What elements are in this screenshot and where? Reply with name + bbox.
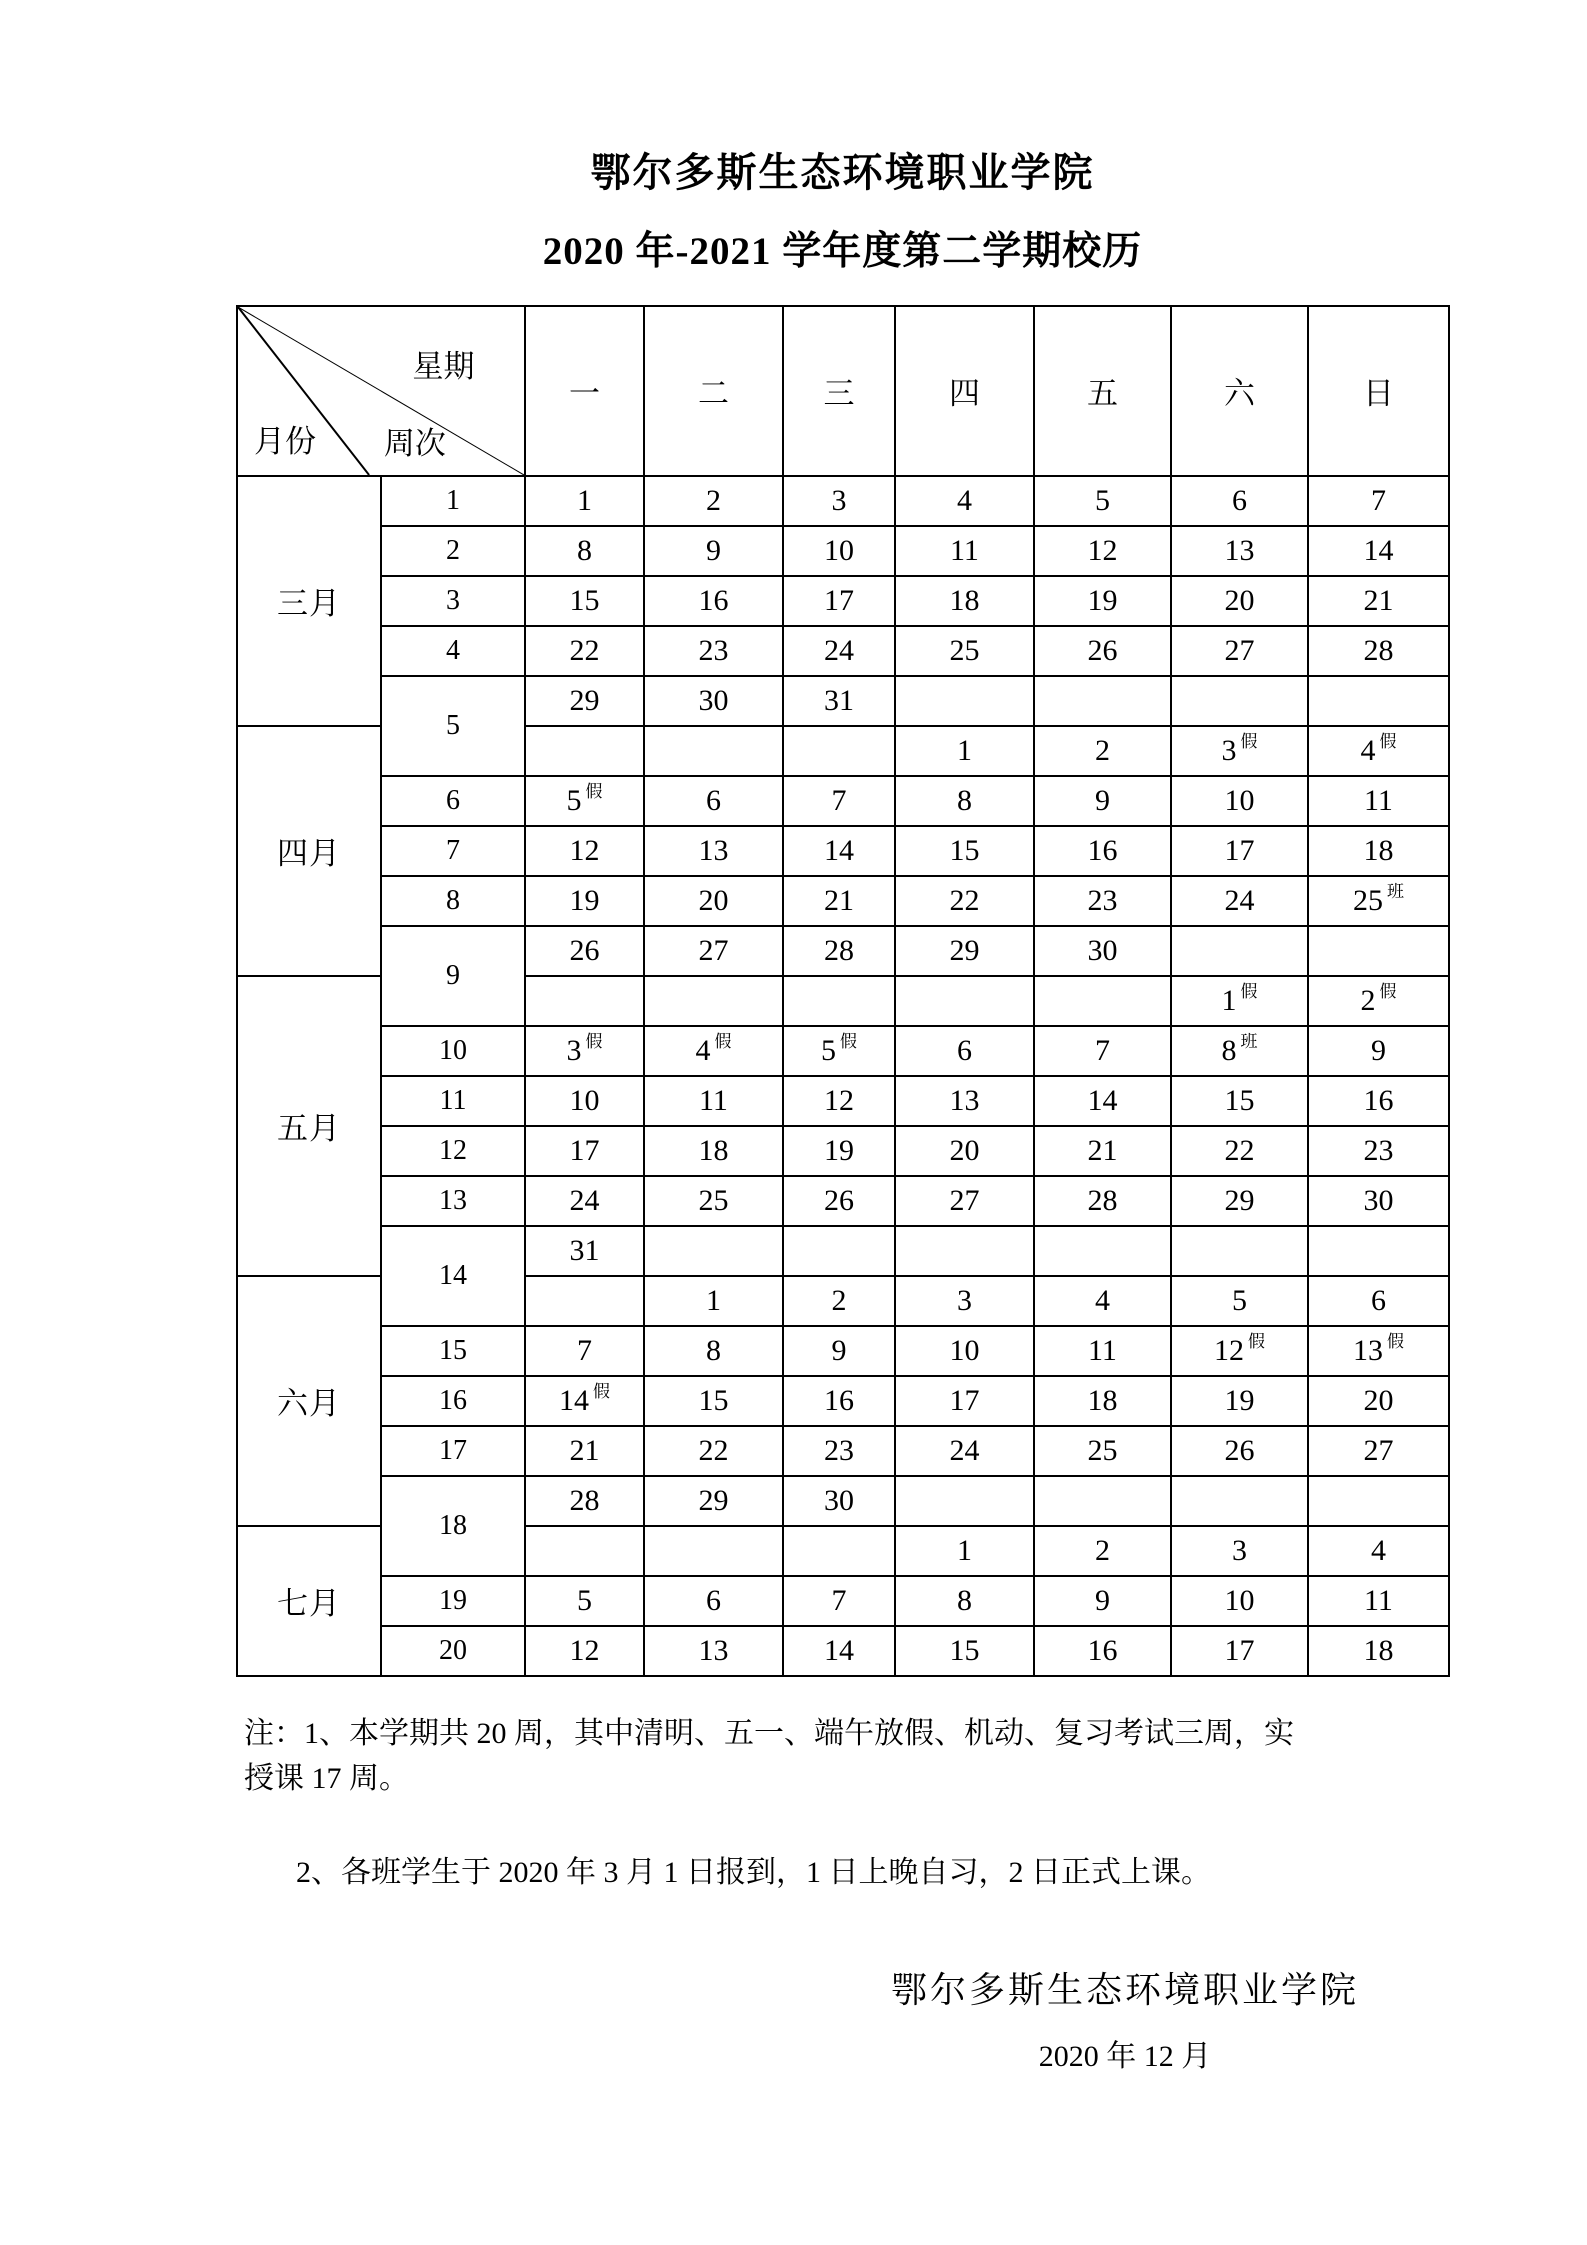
- day-number: 25: [1353, 883, 1383, 917]
- calendar-row: [237, 576, 1449, 626]
- day-cell: 10: [525, 1076, 644, 1126]
- page-title: 鄂尔多斯生态环境职业学院: [590, 150, 1095, 195]
- day-cell: 14: [783, 826, 895, 876]
- day-cell: [895, 976, 1034, 1026]
- day-cell: 23: [1034, 876, 1171, 926]
- day-marker: 假: [585, 1031, 603, 1051]
- day-marker: 假: [714, 1031, 732, 1051]
- weekday-header-2: 二: [644, 306, 783, 476]
- day-cell: 29: [644, 1476, 783, 1526]
- day-cell: 5: [1171, 1276, 1308, 1326]
- day-cell: [525, 1026, 644, 1076]
- day-marker: 假: [1379, 731, 1397, 751]
- day-cell: 17: [525, 1126, 644, 1176]
- weekday-header-6: 六: [1171, 306, 1308, 476]
- week-number-cell: 16: [381, 1376, 525, 1426]
- day-cell: 31: [525, 1226, 644, 1276]
- day-cell: [1034, 1226, 1171, 1276]
- day-cell: [1171, 1226, 1308, 1276]
- day-cell: [525, 1376, 644, 1426]
- calendar-row: [237, 1326, 1449, 1376]
- day-cell: 1: [895, 1526, 1034, 1576]
- day-cell: 21: [1034, 1126, 1171, 1176]
- day-cell: 21: [783, 876, 895, 926]
- day-cell: 10: [1171, 1576, 1308, 1626]
- day-cell: [1308, 1476, 1449, 1526]
- day-cell: [1308, 726, 1449, 776]
- day-cell: 16: [1034, 1626, 1171, 1676]
- day-cell: 7: [1034, 1026, 1171, 1076]
- calendar-row: [237, 776, 1449, 826]
- day-cell: 19: [1171, 1376, 1308, 1426]
- day-cell: 11: [1034, 1326, 1171, 1376]
- day-cell: [1308, 926, 1449, 976]
- day-cell: [525, 776, 644, 826]
- day-cell: [1171, 1326, 1308, 1376]
- day-cell: 28: [783, 926, 895, 976]
- day-cell: 7: [783, 776, 895, 826]
- note-line-2: 授课 17 周。: [244, 1762, 409, 1796]
- day-marker: 假: [1248, 1331, 1265, 1351]
- day-cell: [525, 1526, 644, 1576]
- corner-label-month: 月份: [254, 423, 316, 459]
- day-cell: 14: [1034, 1076, 1171, 1126]
- week-number-cell: 4: [381, 626, 525, 676]
- week-number-cell: 3: [381, 576, 525, 626]
- day-cell: 17: [1171, 826, 1308, 876]
- month-cell: 五月: [237, 976, 381, 1276]
- month-cell: 六月: [237, 1276, 381, 1526]
- week-number-cell: 9: [381, 926, 525, 1026]
- day-cell: [783, 1026, 895, 1076]
- day-cell: 18: [1308, 826, 1449, 876]
- day-cell: [1308, 1226, 1449, 1276]
- day-cell: 28: [525, 1476, 644, 1526]
- day-cell: 28: [1034, 1176, 1171, 1226]
- day-cell: 10: [1171, 776, 1308, 826]
- day-marker: 假: [1379, 981, 1397, 1001]
- day-cell: 5: [525, 1576, 644, 1626]
- day-cell: 14: [783, 1626, 895, 1676]
- day-cell: 12: [1034, 526, 1171, 576]
- calendar-table: [236, 305, 1450, 1677]
- week-number-cell: 12: [381, 1126, 525, 1176]
- day-cell: 9: [1034, 776, 1171, 826]
- day-cell: 6: [1308, 1276, 1449, 1326]
- day-cell: [1308, 876, 1449, 926]
- day-cell: 27: [644, 926, 783, 976]
- day-cell: 8: [895, 776, 1034, 826]
- week-number-cell: 10: [381, 1026, 525, 1076]
- week-number-cell: 11: [381, 1076, 525, 1126]
- day-cell: 7: [525, 1326, 644, 1376]
- day-cell: 19: [1034, 576, 1171, 626]
- day-cell: 12: [783, 1076, 895, 1126]
- corner-label-weekday: 星期: [412, 348, 475, 384]
- day-cell: [644, 1226, 783, 1276]
- signature-org: 鄂尔多斯生态环境职业学院: [890, 1969, 1359, 2010]
- day-cell: 29: [1171, 1176, 1308, 1226]
- day-cell: 25: [1034, 1426, 1171, 1476]
- week-number-cell: 8: [381, 876, 525, 926]
- calendar-row: [237, 526, 1449, 576]
- day-cell: 6: [644, 776, 783, 826]
- day-cell: 7: [1308, 476, 1449, 526]
- day-cell: 24: [1171, 876, 1308, 926]
- day-cell: 10: [783, 526, 895, 576]
- day-cell: 15: [644, 1376, 783, 1426]
- day-marker: 假: [1240, 731, 1258, 751]
- day-cell: 16: [1308, 1076, 1449, 1126]
- day-cell: [895, 1476, 1034, 1526]
- day-cell: 9: [783, 1326, 895, 1376]
- week-number-cell: 20: [381, 1626, 525, 1676]
- calendar-body: [237, 476, 1449, 1676]
- week-number-cell: 7: [381, 826, 525, 876]
- day-cell: 17: [1171, 1626, 1308, 1676]
- day-cell: 8: [644, 1326, 783, 1376]
- day-cell: [1308, 676, 1449, 726]
- day-marker: 班: [1387, 881, 1404, 901]
- calendar-row: [237, 1226, 1449, 1276]
- day-cell: [644, 976, 783, 1026]
- day-cell: 26: [1034, 626, 1171, 676]
- calendar-row: [237, 826, 1449, 876]
- day-cell: 28: [1308, 626, 1449, 676]
- day-cell: 6: [644, 1576, 783, 1626]
- day-cell: 4: [895, 476, 1034, 526]
- signature-block: [760, 1962, 1490, 2075]
- notes-section: [236, 1711, 1449, 1896]
- day-cell: [783, 1226, 895, 1276]
- calendar-row: [237, 1576, 1449, 1626]
- day-number: 1: [1221, 983, 1237, 1017]
- day-cell: 30: [1034, 926, 1171, 976]
- note-line-1: 注：1、本学期共 20 周，其中清明、五一、端午放假、机动、复习考试三周，实: [244, 1716, 1294, 1750]
- day-cell: 2: [1034, 726, 1171, 776]
- day-cell: 15: [525, 576, 644, 626]
- day-number: 14: [559, 1383, 589, 1417]
- day-cell: 15: [1171, 1076, 1308, 1126]
- week-number-cell: 5: [381, 676, 525, 776]
- day-cell: 8: [525, 526, 644, 576]
- day-cell: 5: [1034, 476, 1171, 526]
- day-cell: [1171, 1476, 1308, 1526]
- day-cell: 26: [525, 926, 644, 976]
- day-cell: [525, 976, 644, 1026]
- day-number: 8: [1221, 1033, 1237, 1067]
- document-page: [236, 0, 1449, 1896]
- week-number-cell: 6: [381, 776, 525, 826]
- day-cell: 1: [644, 1276, 783, 1326]
- day-cell: 4: [1034, 1276, 1171, 1326]
- day-cell: [525, 1276, 644, 1326]
- day-number: 2: [1360, 983, 1376, 1017]
- day-cell: [644, 1526, 783, 1576]
- day-cell: [783, 1526, 895, 1576]
- day-cell: 20: [895, 1126, 1034, 1176]
- day-cell: [783, 976, 895, 1026]
- day-marker: 班: [1240, 1031, 1258, 1051]
- calendar-row: [237, 876, 1449, 926]
- day-cell: 9: [644, 526, 783, 576]
- day-cell: 20: [1171, 576, 1308, 626]
- day-cell: [1171, 976, 1308, 1026]
- day-cell: [1308, 976, 1449, 1026]
- day-cell: 20: [644, 876, 783, 926]
- calendar-row: [237, 1126, 1449, 1176]
- calendar-row: [237, 926, 1449, 976]
- week-number-cell: 15: [381, 1326, 525, 1376]
- day-cell: 16: [783, 1376, 895, 1426]
- calendar-row: [237, 676, 1449, 726]
- day-cell: 11: [1308, 1576, 1449, 1626]
- week-number-cell: 14: [381, 1226, 525, 1326]
- month-cell: 四月: [237, 726, 381, 976]
- day-cell: 22: [895, 876, 1034, 926]
- day-cell: [644, 726, 783, 776]
- day-cell: 15: [895, 1626, 1034, 1676]
- day-cell: [783, 726, 895, 776]
- month-cell: 七月: [237, 1526, 381, 1676]
- day-cell: 3: [1171, 1526, 1308, 1576]
- page-subtitle: 2020 年-2021 学年度第二学期校历: [542, 230, 1143, 273]
- day-cell: 15: [895, 826, 1034, 876]
- day-cell: 21: [1308, 576, 1449, 626]
- day-cell: 23: [644, 626, 783, 676]
- calendar-row: [237, 1076, 1449, 1126]
- day-cell: 27: [1171, 626, 1308, 676]
- day-cell: 12: [525, 826, 644, 876]
- day-cell: 18: [644, 1126, 783, 1176]
- day-cell: 24: [783, 626, 895, 676]
- weekday-header-3: 三: [783, 306, 895, 476]
- day-cell: 21: [525, 1426, 644, 1476]
- day-cell: [895, 676, 1034, 726]
- day-cell: 25: [895, 626, 1034, 676]
- day-cell: 18: [895, 576, 1034, 626]
- day-cell: [1171, 726, 1308, 776]
- day-cell: 24: [895, 1426, 1034, 1476]
- day-number: 12: [1214, 1333, 1244, 1367]
- day-number: 3: [566, 1033, 582, 1067]
- day-cell: 30: [783, 1476, 895, 1526]
- week-number-cell: 1: [381, 476, 525, 526]
- day-cell: 3: [895, 1276, 1034, 1326]
- day-cell: 16: [1034, 826, 1171, 876]
- day-number: 13: [1353, 1333, 1383, 1367]
- day-cell: 7: [783, 1576, 895, 1626]
- day-cell: 20: [1308, 1376, 1449, 1426]
- day-marker: 假: [1387, 1331, 1404, 1351]
- day-cell: 18: [1034, 1376, 1171, 1426]
- weekday-header-1: 一: [525, 306, 644, 476]
- calendar-row: [237, 1426, 1449, 1476]
- day-number: 4: [1360, 733, 1376, 767]
- day-cell: 26: [1171, 1426, 1308, 1476]
- calendar-row: [237, 1026, 1449, 1076]
- day-cell: 2: [783, 1276, 895, 1326]
- day-cell: 11: [895, 526, 1034, 576]
- day-cell: 4: [1308, 1526, 1449, 1576]
- day-cell: 16: [644, 576, 783, 626]
- calendar-row: [237, 476, 1449, 526]
- weekday-header-4: 四: [895, 306, 1034, 476]
- week-number-cell: 2: [381, 526, 525, 576]
- day-cell: 1: [895, 726, 1034, 776]
- calendar-header-row: [237, 306, 1449, 476]
- day-cell: 3: [783, 476, 895, 526]
- day-cell: 27: [895, 1176, 1034, 1226]
- day-cell: 2: [644, 476, 783, 526]
- day-cell: [1171, 1026, 1308, 1076]
- day-cell: 1: [525, 476, 644, 526]
- weekday-header-7: 日: [1308, 306, 1449, 476]
- day-cell: 29: [895, 926, 1034, 976]
- day-cell: 13: [1171, 526, 1308, 576]
- day-cell: 14: [1308, 526, 1449, 576]
- corner-label-weekno: 周次: [383, 425, 446, 461]
- note-line-3: 2、各班学生于 2020 年 3 月 1 日报到，1 日上晚自习，2 日正式上课。: [296, 1856, 1211, 1890]
- day-cell: [1308, 1326, 1449, 1376]
- day-cell: 24: [525, 1176, 644, 1226]
- day-marker: 假: [1240, 981, 1258, 1001]
- day-cell: [644, 1026, 783, 1076]
- day-cell: [1034, 1476, 1171, 1526]
- day-cell: 17: [783, 576, 895, 626]
- day-cell: 31: [783, 676, 895, 726]
- day-number: 5: [821, 1033, 836, 1067]
- day-cell: 11: [644, 1076, 783, 1126]
- day-cell: [1034, 676, 1171, 726]
- day-cell: 13: [644, 826, 783, 876]
- day-cell: [525, 726, 644, 776]
- day-cell: [895, 1226, 1034, 1276]
- day-cell: 9: [1034, 1576, 1171, 1626]
- day-cell: 30: [644, 676, 783, 726]
- day-cell: 6: [895, 1026, 1034, 1076]
- day-cell: 30: [1308, 1176, 1449, 1226]
- day-cell: [1034, 976, 1171, 1026]
- day-number: 3: [1221, 733, 1237, 767]
- day-cell: 23: [1308, 1126, 1449, 1176]
- day-cell: 17: [895, 1376, 1034, 1426]
- day-marker: 假: [585, 781, 603, 801]
- signature-date: 2020 年 12 月: [1038, 2040, 1212, 2073]
- day-cell: 11: [1308, 776, 1449, 826]
- calendar-row: [237, 1476, 1449, 1526]
- day-cell: 25: [644, 1176, 783, 1226]
- week-number-cell: 17: [381, 1426, 525, 1476]
- day-number: 4: [695, 1033, 711, 1067]
- day-cell: 6: [1171, 476, 1308, 526]
- day-cell: 29: [525, 676, 644, 726]
- day-cell: 12: [525, 1626, 644, 1676]
- corner-header-cell: [237, 306, 525, 476]
- week-number-cell: 18: [381, 1476, 525, 1576]
- day-cell: 19: [525, 876, 644, 926]
- day-cell: 18: [1308, 1626, 1449, 1676]
- week-number-cell: 19: [381, 1576, 525, 1626]
- day-marker: 假: [840, 1031, 857, 1051]
- day-cell: 27: [1308, 1426, 1449, 1476]
- day-cell: 22: [1171, 1126, 1308, 1176]
- weekday-header-5: 五: [1034, 306, 1171, 476]
- day-cell: 23: [783, 1426, 895, 1476]
- month-cell: 三月: [237, 476, 381, 726]
- day-cell: 22: [525, 626, 644, 676]
- calendar-row: [237, 1376, 1449, 1426]
- calendar-row: [237, 1626, 1449, 1676]
- day-cell: 26: [783, 1176, 895, 1226]
- day-cell: 9: [1308, 1026, 1449, 1076]
- calendar-row: [237, 1176, 1449, 1226]
- day-cell: 13: [895, 1076, 1034, 1126]
- day-cell: 2: [1034, 1526, 1171, 1576]
- day-cell: 22: [644, 1426, 783, 1476]
- day-cell: 10: [895, 1326, 1034, 1376]
- day-marker: 假: [593, 1381, 610, 1401]
- day-cell: 8: [895, 1576, 1034, 1626]
- day-cell: [1171, 676, 1308, 726]
- week-number-cell: 13: [381, 1176, 525, 1226]
- day-cell: [1171, 926, 1308, 976]
- day-number: 5: [566, 783, 582, 817]
- day-cell: 19: [783, 1126, 895, 1176]
- calendar-row: [237, 626, 1449, 676]
- day-cell: 13: [644, 1626, 783, 1676]
